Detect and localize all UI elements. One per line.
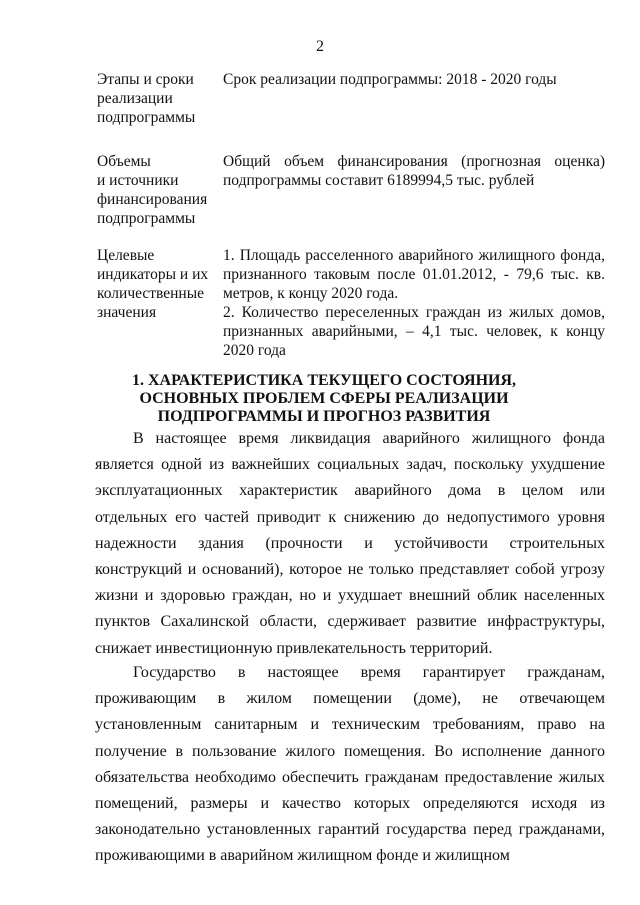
section-heading-line: ПОДПРОГРАММЫ И ПРОГНОЗ РАЗВИТИЯ	[157, 408, 491, 425]
section-heading-line: 1. ХАРАКТЕРИСТИКА ТЕКУЩЕГО СОСТОЯНИЯ,	[131, 372, 517, 389]
passport-label: Объемы и источники финансирования подпрограммы	[97, 153, 208, 227]
passport-value-paragraph: Срок реализации подпрограммы: 2018 - 2020 годы	[223, 71, 557, 88]
body-paragraph: В настоящее время ликвидация аварийного жилищного фонда является одной из важнейших социальных задач, поскольку ухудшение эксплуатационных характеристик аварийного дома в целом или отдельных его частей приводит к снижению до недопустимого уровня надежности здания (прочности и устойчивости строительных конструкций и оснований), которое не только представляет собой угрозу жизни и здоровью граждан, но и ухудшает внешний облик населенных пунктов Сахалинской области, сдерживает развитие инфраструктуры, снижает инвестиционную привлекательность территорий.	[95, 430, 605, 657]
body-text	[95, 426, 605, 662]
passport-value	[223, 152, 605, 190]
section-heading	[120, 372, 528, 426]
body-text	[95, 660, 605, 870]
passport-value-paragraph: 1. Площадь расселенного аварийного жилищного фонда, признанного таковым после 01.01.2012, - 79,6 тыс. кв. метров, к концу 2020 года.	[223, 247, 605, 302]
passport-value	[223, 246, 605, 360]
passport-value-paragraph: 2. Количество переселенных граждан из жилых домов, признанных аварийными, – 4,1 тыс. человек, к концу 2020 года	[223, 304, 605, 359]
passport-label: Целевые индикаторы и их количественные значения	[97, 247, 209, 321]
body-paragraph: Государство в настоящее время гарантирует гражданам, проживающим в жилом помещении (доме), не отвечающем установленным санитарным и техническим требованиям, право на получение в пользование жилого помещения. Во исполнение данного обязательства необходимо обеспечить гражданам предоставление жилых помещений, размеры и качество которых определяются исходя из законодательно установленных гарантий государства перед гражданами, проживающими в аварийном жилищном фонде и жилищном	[95, 664, 605, 865]
passport-value-paragraph: Общий объем финансирования (прогнозная оценка) подпрограммы составит 6189994,5 тыс. рублей	[223, 153, 605, 189]
passport-value	[223, 70, 605, 89]
section-heading-line: ОСНОВНЫХ ПРОБЛЕМ СФЕРЫ РЕАЛИЗАЦИИ	[139, 390, 509, 407]
page-number: 2	[316, 38, 324, 55]
passport-label: Этапы и сроки реализации подпрограммы	[97, 71, 196, 126]
